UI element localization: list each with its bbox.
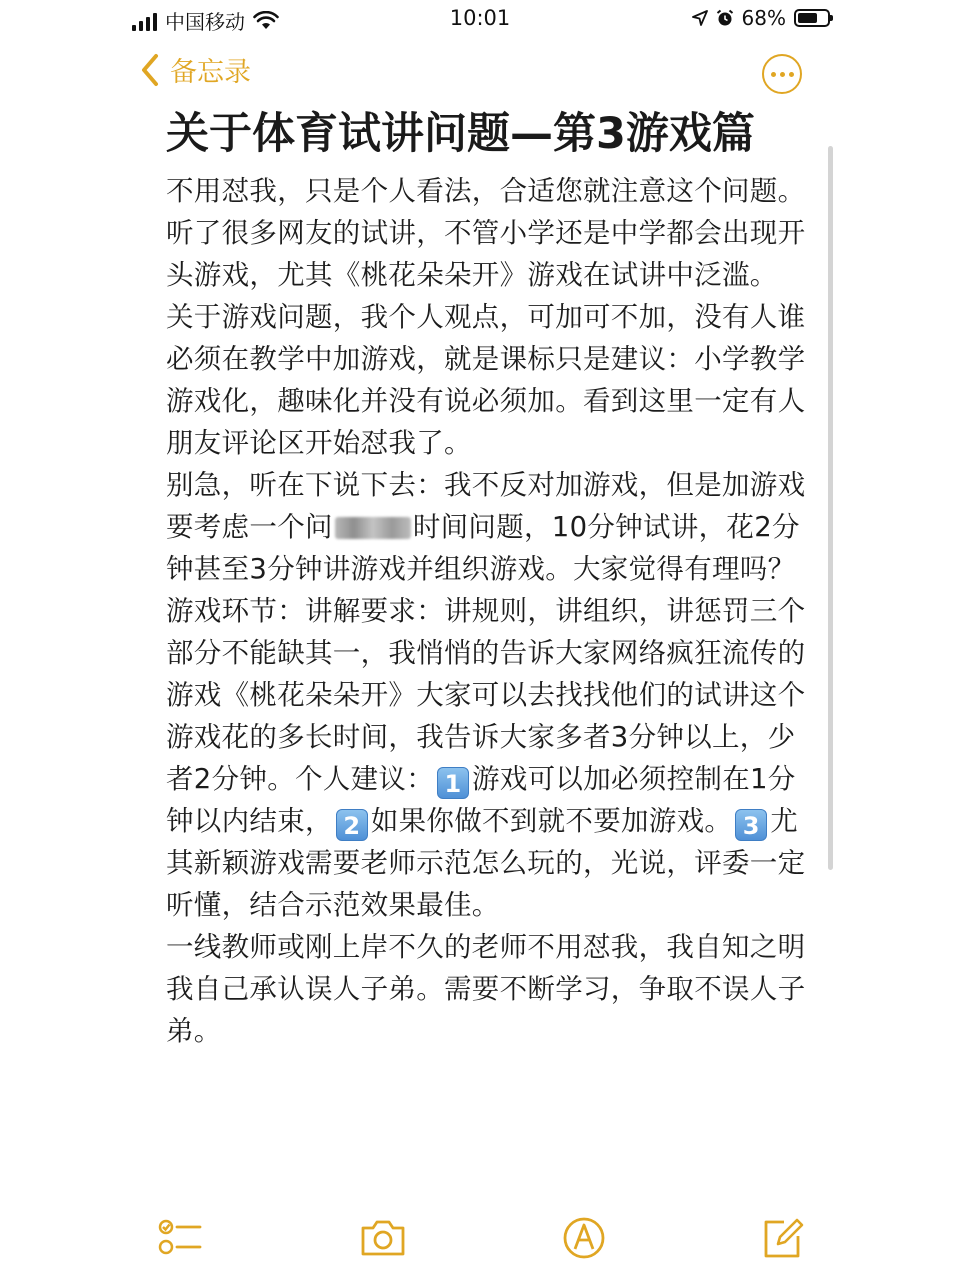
status-bar: [0, 0, 960, 40]
markup-icon: [560, 1214, 608, 1262]
compose-button[interactable]: [758, 1214, 806, 1262]
battery-icon: [794, 9, 830, 27]
more-dot-icon: [771, 72, 776, 77]
checklist-button[interactable]: [156, 1214, 204, 1262]
note-paragraph[interactable]: 关于游戏问题，我个人观点，可加可不加，没有人谁必须在教学中加游戏，就是课标只是建议：小学教学游戏化，趣味化并没有说必须加。看到这里一定有人朋友评论区开始怼我了。: [166, 301, 806, 459]
camera-icon: [358, 1214, 408, 1262]
back-button[interactable]: [140, 50, 251, 89]
note-text: 别急，听在下说下去：我不反对加游戏，但是加游戏要考虑一个问: [166, 469, 806, 543]
note-text: 尤其新颖游戏需要老师示范怎么玩的，光说，评委一定听懂，结合示范效果最佳。: [166, 805, 806, 921]
bottom-toolbar: [0, 1210, 960, 1266]
note-text: 如果你做不到就不要加游戏。: [370, 805, 733, 837]
more-dot-icon: [780, 72, 785, 77]
note-paragraph[interactable]: [166, 464, 806, 926]
note-paragraph[interactable]: 一线教师或刚上岸不久的老师不用怼我，我自知之明我自己承认误人子弟。需要不断学习，争取不误人子弟。: [166, 931, 806, 1047]
camera-button[interactable]: [358, 1214, 406, 1262]
note-body[interactable]: [166, 104, 806, 1198]
battery-percent: 68%: [741, 6, 786, 30]
status-right: [692, 6, 830, 30]
carrier-label: 中国移动: [165, 10, 245, 34]
chevron-left-icon: [140, 53, 160, 87]
checklist-icon: [156, 1214, 204, 1262]
keycap-number-icon: 2: [336, 809, 368, 841]
markup-button[interactable]: [560, 1214, 608, 1262]
note-title[interactable]: 关于体育试讲问题—第3游戏篇: [166, 109, 755, 159]
clock: 10:01: [449, 6, 511, 30]
more-dot-icon: [789, 72, 794, 77]
keycap-number-icon: 3: [735, 809, 767, 841]
nav-bar: [0, 48, 960, 100]
battery-fill: [798, 13, 817, 23]
note-text: 游戏可以加必须控制在1分钟以内结束，: [166, 763, 796, 837]
back-label: 备忘录: [170, 57, 251, 88]
redacted-text: [335, 517, 411, 539]
note-text: 时间问题，10分钟试讲，花2分钟甚至3分钟讲游戏并组织游戏。大家觉得有理吗？游戏环节：讲解要求：讲规则，讲组织，讲惩罚三个部分不能缺其一，我悄悄的告诉大家网络疯狂流传的游戏《桃花朵朵开》大家可以去找找他们的试讲这个游戏花的多长时间，我告诉大家多者3分钟以上，少者2分钟。个人建议：: [166, 511, 806, 795]
keycap-number-icon: 1: [437, 767, 469, 799]
scroll-indicator[interactable]: [828, 146, 833, 870]
compose-icon: [758, 1214, 806, 1262]
location-icon: [692, 10, 708, 26]
note-paragraph[interactable]: 不用怼我，只是个人看法，合适您就注意这个问题。听了很多网友的试讲，不管小学还是中学都会出现开头游戏，尤其《桃花朵朵开》游戏在试讲中泛滥。: [166, 175, 806, 291]
more-options-button[interactable]: [762, 54, 802, 94]
alarm-icon: [716, 9, 734, 27]
